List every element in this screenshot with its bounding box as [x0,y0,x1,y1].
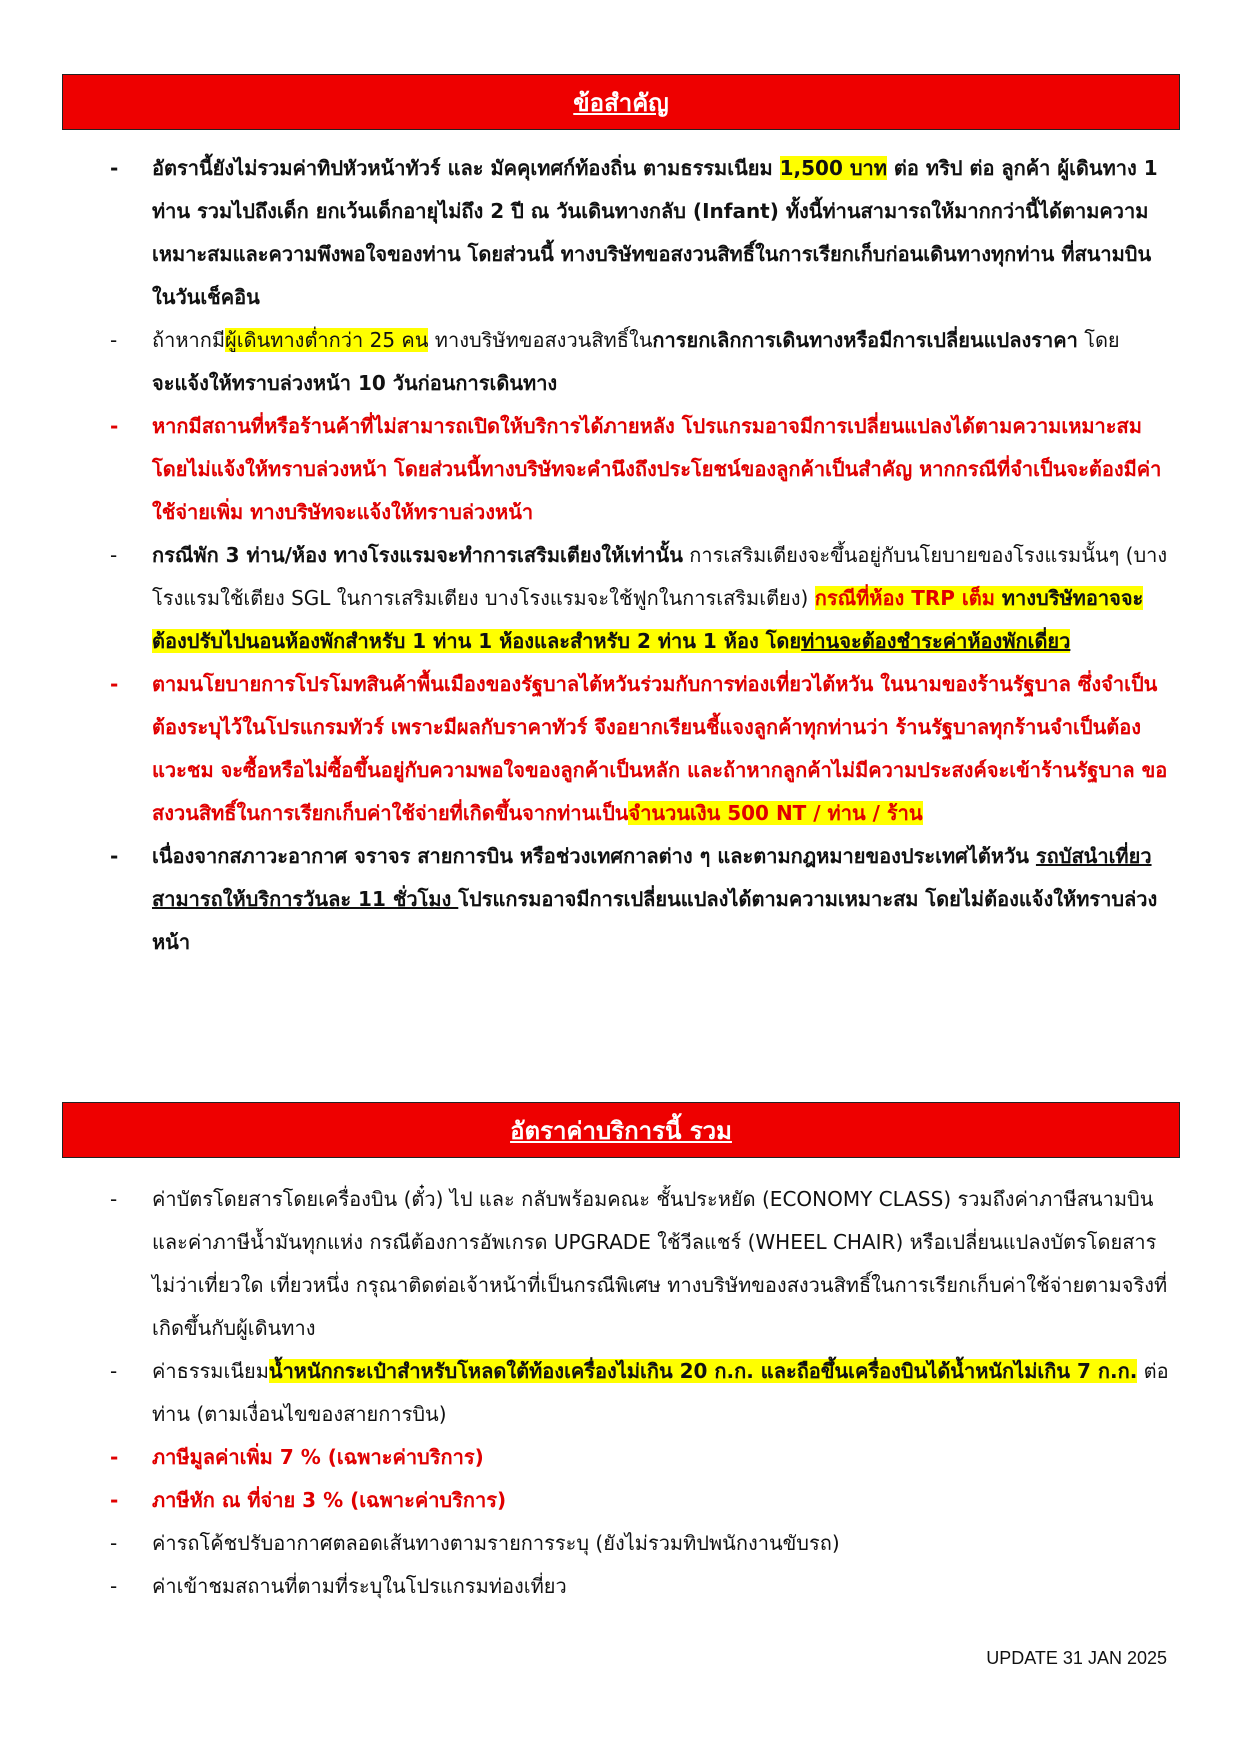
section-header-included [62,1102,1180,1158]
list-item: - ภาษีมูลค่าเพิ่ม 7 % (เฉพาะค่าบริการ) [62,1436,1180,1479]
bullet-dash: - [110,1531,118,1555]
list-item: - ถ้าหากมีผู้เดินทางต่ำกว่า 25 คน ทางบริษัทขอสงวนสิทธิ์ในการยกเลิกการเดินทางหรือมีการเปลี่ยนแปลงราคา โดยจะแจ้งให้ทราบล่วงหน้า 10 วันก่อนการเดินทาง [62,319,1180,405]
list-item: - ค่าบัตรโดยสารโดยเครื่องบิน (ตั๋ว) ไป และ กลับพร้อมคณะ ชั้นประหยัด (ECONOMY CLASS) รวมถึงค่าภาษีสนามบินและค่าภาษีน้ำมันทุกแห่ง กรณีต้องการอัพเกรด UPGRADE ใช้วีลแชร์ (WHEEL CHAIR) หรือเปลี่ยนแปลงบัตรโดยสาร ไม่ว่าเที่ยวใด เที่ยวหนึ่ง กรุณาติดต่อเจ้าหน้าที่เป็นกรณีพิเศษ ทางบริษัทของสงวนสิทธิ์ในการเรียกเก็บค่าใช้จ่ายตามจริงที่เกิดขึ้นกับผู้เดินทาง [62,1178,1180,1350]
update-date: UPDATE 31 JAN 2025 [986,1648,1167,1668]
baggage-allowance: น้ำหนักกระเป๋าสำหรับโหลดใต้ท้องเครื่องไม่เกิน 20 ก.ก. และถือขึ้นเครื่องบินได้น้ำหนักไม่เกิน 7 ก.ก. [268,1359,1138,1383]
bullet-dash: - [110,844,119,868]
list-item: - ภาษีหัก ณ ที่จ่าย 3 % (เฉพาะค่าบริการ) [62,1479,1180,1522]
list-item: - ค่ารถโค้ชปรับอากาศตลอดเส้นทางตามรายการระบุ (ยังไม่รวมทิปพนักงานขับรถ) [62,1522,1180,1565]
trp-full-note: กรณีที่ห้อง TRP เต็ม [814,586,995,610]
list-item: - อัตรานี้ยังไม่รวมค่าทิปหัวหน้าทัวร์ และ มัคคุเทศก์ท้องถิ่น ตามธรรมเนียม 1,500 บาท ต่อ ทริป ต่อ ลูกค้า ผู้เดินทาง 1 ท่าน รวมไปถึงเด็ก ยกเว้นเด็กอายุไม่ถึง 2 ปี ณ วันเดินทางกลับ (Infant) ทั้งนี้ท่านสามารถให้มากกว่านี้ได้ตามความเหมาะสมและความพึงพอใจของท่าน โดยส่วนนี้ ทางบริษัทขอสงวนสิทธิ์ในการเรียกเก็บก่อนเดินทางทุกท่าน ที่สนามบิน ในวันเช็คอิน [62,147,1180,319]
min-travelers: ผู้เดินทางต่ำกว่า 25 คน [225,328,429,352]
bullet-dash: - [110,328,118,352]
important-notes-list [62,147,1180,964]
list-item: - ค่าเข้าชมสถานที่ตามที่ระบุในโปรแกรมท่องเที่ยว [62,1565,1180,1608]
list-item: - กรณีพัก 3 ท่าน/ห้อง ทางโรงแรมจะทำการเสริมเตียงให้เท่านั้น การเสริมเตียงจะขึ้นอยู่กับนโยบายของโรงแรมนั้นๆ (บางโรงแรมใช้เตียง SGL ในการเสริมเตียง บางโรงแรมจะใช้ฟูกในการเสริมเตียง) กรณีที่ห้อง TRP เต็ม ทางบริษัทอาจจะต้องปรับไปนอนห้องพักสำหรับ 1 ท่าน 1 ห้องและสำหรับ 2 ท่าน 1 ห้อง โดยท่านจะต้องชำระค่าห้องพักเดี่ยว [62,534,1180,663]
bus-hours: รถบัสนำเที่ยวสามารถให้บริการวันละ 11 ชั่วโมง [152,844,1152,911]
shop-fee: จำนวนเงิน 500 NT / ท่าน / ร้าน [628,801,923,825]
bullet-dash: - [110,1574,118,1598]
list-item: - หากมีสถานที่หรือร้านค้าที่ไม่สามารถเปิดให้บริการได้ภายหลัง โปรแกรมอาจมีการเปลี่ยนแปลงได้ตามความเหมาะสม โดยไม่แจ้งให้ทราบล่วงหน้า โดยส่วนนี้ทางบริษัทจะคำนึงถึงประโยชน์ของลูกค้าเป็นสำคัญ หากกรณีที่จำเป็นจะต้องมีค่าใช้จ่ายเพิ่ม ทางบริษัทจะแจ้งให้ทราบล่วงหน้า [62,405,1180,534]
list-item: - เนื่องจากสภาวะอากาศ จราจร สายการบิน หรือช่วงเทศกาลต่าง ๆ และตามกฎหมายของประเทศไต้หวัน รถบัสนำเที่ยวสามารถให้บริการวันละ 11 ชั่วโมง โปรแกรมอาจมีการเปลี่ยนแปลงได้ตามความเหมาะสม โดยไม่ต้องแจ้งให้ทราบล่วงหน้า [62,835,1180,964]
bullet-dash: - [110,1187,118,1211]
bullet-dash: - [110,1359,118,1383]
included-services-list [62,1178,1180,1608]
bullet-dash: - [110,543,118,567]
list-item: - ค่าธรรมเนียมน้ำหนักกระเป๋าสำหรับโหลดใต้ท้องเครื่องไม่เกิน 20 ก.ก. และถือขึ้นเครื่องบินได้น้ำหนักไม่เกิน 7 ก.ก. ต่อท่าน (ตามเงื่อนไขของสายการบิน) [62,1350,1180,1436]
bullet-dash: - [110,156,119,180]
bullet-dash: - [110,1445,119,1469]
bullet-dash: - [110,1488,119,1512]
section-header-important [62,74,1180,130]
tip-amount: 1,500 บาท [779,156,887,180]
section-title: อัตราค่าบริการนี้ รวม [510,1116,732,1145]
bullet-dash: - [110,672,119,696]
section-title: ข้อสำคัญ [573,88,669,117]
bullet-dash: - [110,414,119,438]
list-item: - ตามนโยบายการโปรโมทสินค้าพื้นเมืองของรัฐบาลไต้หวันร่วมกับการท่องเที่ยวไต้หวัน ในนามของร้านรัฐบาล ซึ่งจำเป็นต้องระบุไว้ในโปรแกรมทัวร์ เพราะมีผลกับราคาทัวร์ จึงอยากเรียนชี้แจงลูกค้าทุกท่านว่า ร้านรัฐบาลทุกร้านจำเป็นต้องแวะชม จะซื้อหรือไม่ซื้อขึ้นอยู่กับความพอใจของลูกค้าเป็นหลัก และถ้าหากลูกค้าไม่มีความประสงค์จะเข้าร้านรัฐบาล ขอสงวนสิทธิ์ในการเรียกเก็บค่าใช้จ่ายที่เกิดขึ้นจากท่านเป็นจำนวนเงิน 500 NT / ท่าน / ร้าน [62,663,1180,835]
